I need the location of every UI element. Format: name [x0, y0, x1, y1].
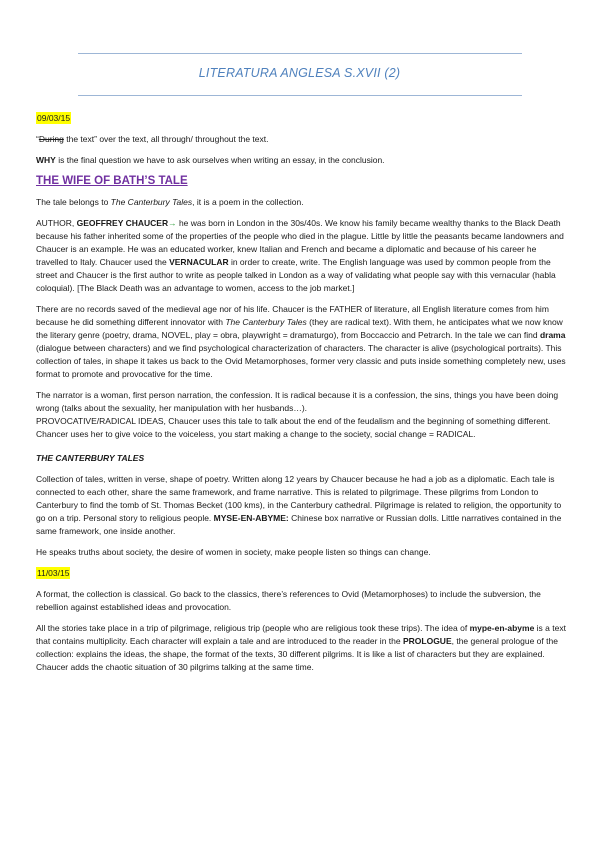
header-rule-top — [78, 53, 522, 54]
paragraph-belongs — [36, 196, 566, 209]
why-text: is the final question we have to ask ourselves when writing an essay, in the conclusion. — [55, 155, 385, 165]
text: , it is a poem in the collection. — [192, 197, 304, 207]
paragraph-records — [36, 303, 566, 381]
text: Collection of tales, written in verse, shape of poetry. Written along 12 years by Chaucer because he had a job as a diplomatic. Each tale is connected to each other, share the same framework, and frame narrative. This is related to pilgrimage. These pilgrims from London to Canterbury to find the tomb of St. Thomas Becket (100 kms), in the Canterbury cathedral. Pilgrimage is related to religion, the opportunity to go on a trip. Personal story to religious people. — [36, 474, 562, 523]
why-line — [36, 154, 566, 167]
arrow-icon: → — [168, 218, 177, 228]
paragraph-stories — [36, 622, 566, 674]
document-body — [36, 112, 566, 682]
text: (they are radical text). With them, he anticipates what we now know the literary genre (poetry, drama, NOVEL, play = obra, playwright = dramaturgo), from Boccaccio and Petrarch. In the tale we can find — [36, 317, 563, 340]
date-highlight: 11/03/15 — [37, 568, 70, 578]
term-drama: drama — [539, 330, 566, 340]
text: , the general prologue of the collection: explains the ideas, the shape, the format of the texts, 30 different pilgrims. It is like a list of characters but they are explained. Chaucer adds the chaotic situation of 30 pilgrims talking at the same time. — [36, 636, 558, 672]
paragraph-provocative: PROVOCATIVE/RADICAL IDEAS, Chaucer uses this tale to talk about the end of the feudalism and the beginning of something different. Chancer uses her to give voice to the voiceless, you start making a change to the society, social change = RADICAL. — [36, 416, 551, 439]
book-title: The Canterbury Tales — [110, 197, 193, 207]
paragraph-narrator: The narrator is a woman, first person narration, the confession. It is radical because it is a confession, the sins, things you have been doing wrong (talks about the sexuality, her manipulation with her husbands…). — [36, 390, 559, 413]
note-text: the text” over the text, all through/ throughout the text. — [63, 134, 269, 144]
term-prologue: PROLOGUE — [402, 636, 452, 646]
text: There are no records saved of the medieval age nor of his life. Chaucer is the FATHER of literature, all English literature comes from him because he did something different innovator with — [36, 304, 549, 327]
term-mype-en-abyme: mype-en-abyme — [469, 623, 535, 633]
text: Chinese box narrative or Russian dolls. Little narratives contained in the same framework, one inside another. — [36, 513, 562, 536]
why-label: WHY — [36, 155, 56, 165]
text: in order to create, write. The English language was used by common people from the street and Chaucer is the first author to write as people talked in London as a way of validating what people say with this vernacular (habla coloquial). [The Black Death was an advantage to women, access to the job market.] — [36, 257, 556, 293]
text: is a text that contains multiplicity. Each character will explain a tale and are introduced to the reader in the — [36, 623, 566, 646]
subheading: THE CANTERBURY TALES — [36, 453, 145, 463]
paragraph-author — [36, 217, 566, 295]
text: (dialogue between characters) and we find psychological characterization of characters. The character is alive (psychological portraits). This collection of tales, in shape it takes us back to the Ovid Metamorphoses, former very classic and puts inside something completely new, uses format to promote and provocative for the time. — [36, 343, 566, 379]
book-title: The Canterbury Tales — [225, 317, 307, 327]
text: The tale belongs to — [36, 197, 111, 207]
paragraph-format: A format, the collection is classical. Go back to the classics, there’s references to Ovid (Metamorphoses) to include the subversion, the rebellion against established ideas and provocation. — [36, 589, 541, 612]
date-line — [36, 112, 566, 125]
struck-word: During — [38, 134, 64, 144]
text: AUTHOR, — [36, 218, 77, 228]
date-highlight: 09/03/15 — [37, 113, 71, 123]
date-line-2 — [36, 567, 566, 580]
author-name: GEOFFREY CHAUCER — [76, 218, 169, 228]
paragraph-collection — [36, 473, 566, 538]
quote-mark: “ — [36, 134, 39, 144]
text: All the stories take place in a trip of pilgrimage, religious trip (people who are religious took these trips). The idea of — [36, 623, 470, 633]
header-rule-bottom — [78, 95, 522, 96]
term-mise-en-abyme: MYSE-EN-ABYME: — [213, 513, 289, 523]
paragraph-truths: He speaks truths about society, the desire of women in society, make people listen so things can change. — [36, 547, 431, 557]
text: he was born in London in the 30s/40s. We know his family became wealthy thanks to the Black Death because his father inherited some of the properties of the people who died in the plague. Little by little the peasants became landowners and Chaucer is an example. He was an educated worker, knew Italian and French and became a diplomatic and because of his career he travelled to Italy. Chaucer used the — [36, 218, 564, 267]
term-vernacular: VERNACULAR — [169, 257, 229, 267]
note-line — [36, 133, 566, 146]
section-heading: THE WIFE OF BATH’S TALE — [36, 175, 188, 187]
page-title: LITERATURA ANGLESA S.XVII (2) — [198, 66, 401, 80]
